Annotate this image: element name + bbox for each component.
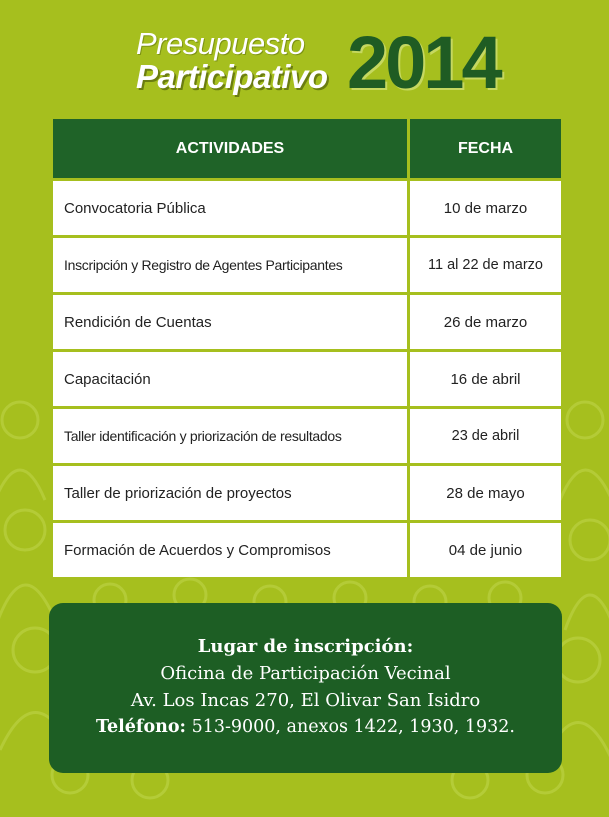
- phone-label: Teléfono:: [96, 717, 186, 737]
- table-row: [53, 295, 561, 349]
- info-address: Av. Los Incas 270, El Olivar San Isidro: [130, 690, 481, 711]
- table-row: [53, 409, 561, 463]
- activity-cell: Taller de priorización de proyectos: [53, 466, 407, 520]
- info-heading: Lugar de inscripción:: [197, 636, 414, 657]
- column-header-date: FECHA: [410, 119, 561, 178]
- registration-info-box: [49, 603, 562, 773]
- activity-cell: Formación de Acuerdos y Compromisos: [53, 523, 407, 577]
- table-row: [53, 181, 561, 235]
- phone-value: 513-9000, anexos 1422, 1930, 1932.: [186, 717, 515, 737]
- date-cell: 16 de abril: [410, 352, 561, 406]
- date-cell: 11 al 22 de marzo: [410, 238, 561, 292]
- activity-cell: Rendición de Cuentas: [53, 295, 407, 349]
- table-row: [53, 238, 561, 292]
- activity-cell: Inscripción y Registro de Agentes Participantes: [53, 238, 407, 292]
- activity-cell: Convocatoria Pública: [53, 181, 407, 235]
- date-cell: 28 de mayo: [410, 466, 561, 520]
- title-line1: Presupuesto: [136, 26, 305, 61]
- activity-cell: Capacitación: [53, 352, 407, 406]
- table-row: [53, 466, 561, 520]
- title-line2: Participativo: [136, 58, 328, 95]
- date-cell: 23 de abril: [410, 409, 561, 463]
- info-phone: [49, 714, 562, 741]
- date-cell: 04 de junio: [410, 523, 561, 577]
- date-cell: 10 de marzo: [410, 181, 561, 235]
- info-office: Oficina de Participación Vecinal: [160, 663, 451, 684]
- title-year: 2014: [347, 21, 500, 104]
- date-cell: 26 de marzo: [410, 295, 561, 349]
- table-row: [53, 352, 561, 406]
- page-title: [0, 0, 609, 110]
- table-row: [53, 523, 561, 577]
- schedule-table: [53, 119, 561, 580]
- table-header: [53, 119, 561, 181]
- activity-cell: Taller identificación y priorización de resultados: [53, 409, 407, 463]
- column-header-activities: ACTIVIDADES: [53, 119, 407, 178]
